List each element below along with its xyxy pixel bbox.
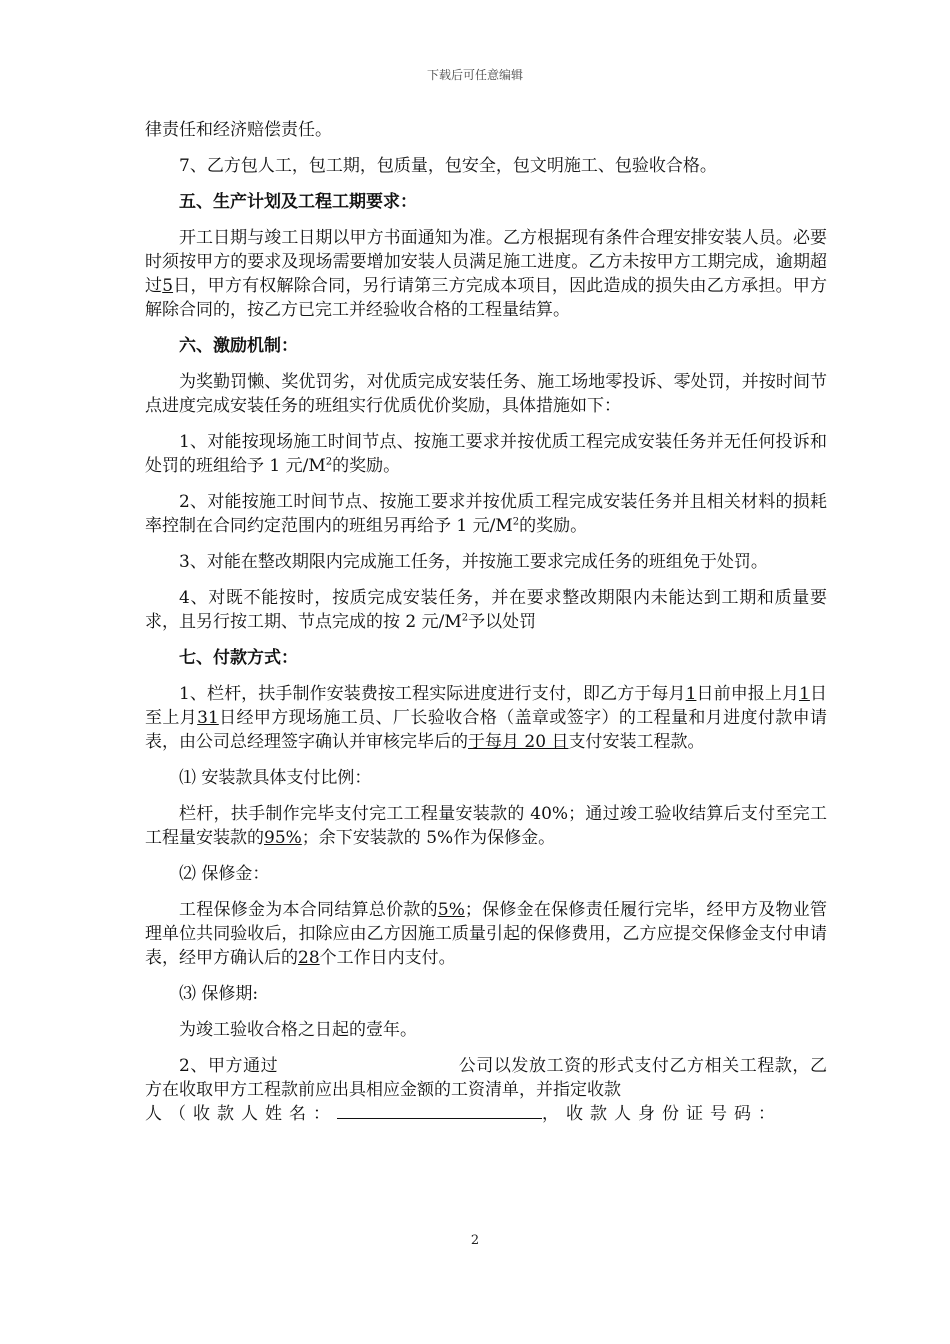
paragraph: 为竣工验收合格之日起的壹年。 [179, 1020, 417, 1040]
text-run: 日，甲方有权解除合同，另行请第三方完成本项目，因此造成的损失由乙方承担。甲方解除合同的，按乙方已完工并经验收合格的工程量结算。 [145, 276, 828, 320]
section-heading: 五、生产计划及工程工期要求： [179, 192, 417, 212]
paragraph: 律责任和经济赔偿责任。 [145, 120, 332, 140]
underlined-value: 5 [162, 276, 174, 296]
text-run: 工程保修金为本合同结算总价款的 [179, 900, 438, 920]
underlined-value: 31 [197, 708, 219, 728]
section-heading: 七、付款方式： [179, 648, 298, 668]
section-heading: 六、激励机制： [179, 336, 298, 356]
underlined-value: 28 [298, 948, 320, 968]
text-run: 日经甲方现场施工员、厂长验收合格（盖章或签字）的工程量和月进度付款申请表，由公司总经理签字确认并审核完毕后的 [145, 708, 828, 752]
text-run: 1、栏杆，扶手制作安装费按工程实际进度进行支付，即乙方于每月 [179, 684, 686, 704]
text-run: 栏杆，扶手制作完毕支付完工工程量安装款的 40%；通过竣工验收结算后支付至完工工程量安装款的 [145, 804, 827, 848]
paragraph: ⑴ 安装款具体支付比例： [179, 768, 372, 788]
text-run: 2、甲方通过 [179, 1056, 279, 1076]
paragraph [145, 898, 827, 970]
page-number: 2 [470, 1233, 480, 1248]
text-run: 2、对能按施工时间节点、按施工要求并按优质工程完成安装任务并且相关材料的损耗率控制在合同约定范围内的班组另再给予 1 元/M [145, 492, 827, 536]
underlined-value: 于每月 20 日 [468, 732, 569, 752]
paragraph [145, 682, 827, 754]
paragraph [145, 1054, 827, 1102]
paragraph: ⑶ 保修期: [179, 984, 259, 1004]
text-run: 公司以发放工资的形式支付乙方相关工程款，乙方在收取甲方工程款前应出具相应金额的工资清单，并指定收款 [145, 1056, 827, 1100]
underlined-value: 95% [264, 828, 302, 848]
superscript: 2 [325, 456, 333, 468]
paragraph [145, 490, 827, 538]
paragraph [145, 586, 827, 634]
underlined-value: 1 [799, 684, 810, 704]
text-run: 开工日期与竣工日期以甲方书面通知为准。乙方根据现有条件合理安排安装人员。必要时须按甲方的要求及现场需要增加安装人员满足施工进度。乙方未按甲方工期完成，逾期超过 [145, 228, 827, 296]
text-run: 的奖励。 [332, 456, 401, 476]
paragraph: 为奖勤罚懒、奖优罚劣，对优质完成安装任务、施工场地零投诉、零处罚，并按时间节点进度完成安装任务的班组实行优质优价奖励，具体措施如下： [145, 372, 827, 416]
superscript: 2 [461, 612, 469, 624]
text-run: 的奖励。 [519, 516, 588, 536]
text-run: 人（收款人姓名： [145, 1104, 337, 1124]
text-run: 4、对既不能按时，按质完成安装任务，并在要求整改期限内未能达到工期和质量要求，且另行按工期、节点完成的按 2 元/M [145, 588, 827, 632]
underlined-value: 1 [685, 684, 697, 704]
text-run: 1、对能按现场施工时间节点、按施工要求并按优质工程完成安装任务并无任何投诉和处罚的班组给予 1 元/M [145, 432, 827, 476]
page-header: 下载后可任意编辑 [426, 68, 523, 82]
document-body [145, 118, 827, 1138]
underlined-value: 5% [437, 900, 465, 920]
text-run: 予以处罚 [468, 612, 537, 632]
paragraph [145, 802, 827, 850]
paragraph [145, 1102, 827, 1126]
text-run: 日前申报上月 [696, 684, 800, 704]
text-run: ；余下安装款的 5%作为保修金。 [301, 828, 556, 848]
paragraph: 7、乙方包人工，包工期，包质量，包安全，包文明施工、包验收合格。 [179, 156, 717, 176]
text-run: ；保修金在保修责任履行完毕，经甲方及物业管理单位共同验收后，扣除应由乙方因施工质量引起的保修费用，乙方应提交保修金支付申请表，经甲方确认后的 [145, 900, 828, 968]
paragraph: ⑵ 保修金： [179, 864, 270, 884]
text-run: ，收款人身份证号码： [542, 1104, 782, 1124]
paragraph [145, 226, 827, 322]
paragraph: 3、对能在整改期限内完成施工任务，并按施工要求完成任务的班组免于处罚。 [179, 552, 768, 572]
text-run: 支付安装工程款。 [568, 732, 705, 752]
paragraph [145, 430, 827, 478]
superscript: 2 [512, 516, 520, 528]
text-run: 日至上月 [145, 684, 827, 728]
blank-payee-name [337, 1102, 542, 1119]
text-run: 个工作日内支付。 [319, 948, 456, 968]
